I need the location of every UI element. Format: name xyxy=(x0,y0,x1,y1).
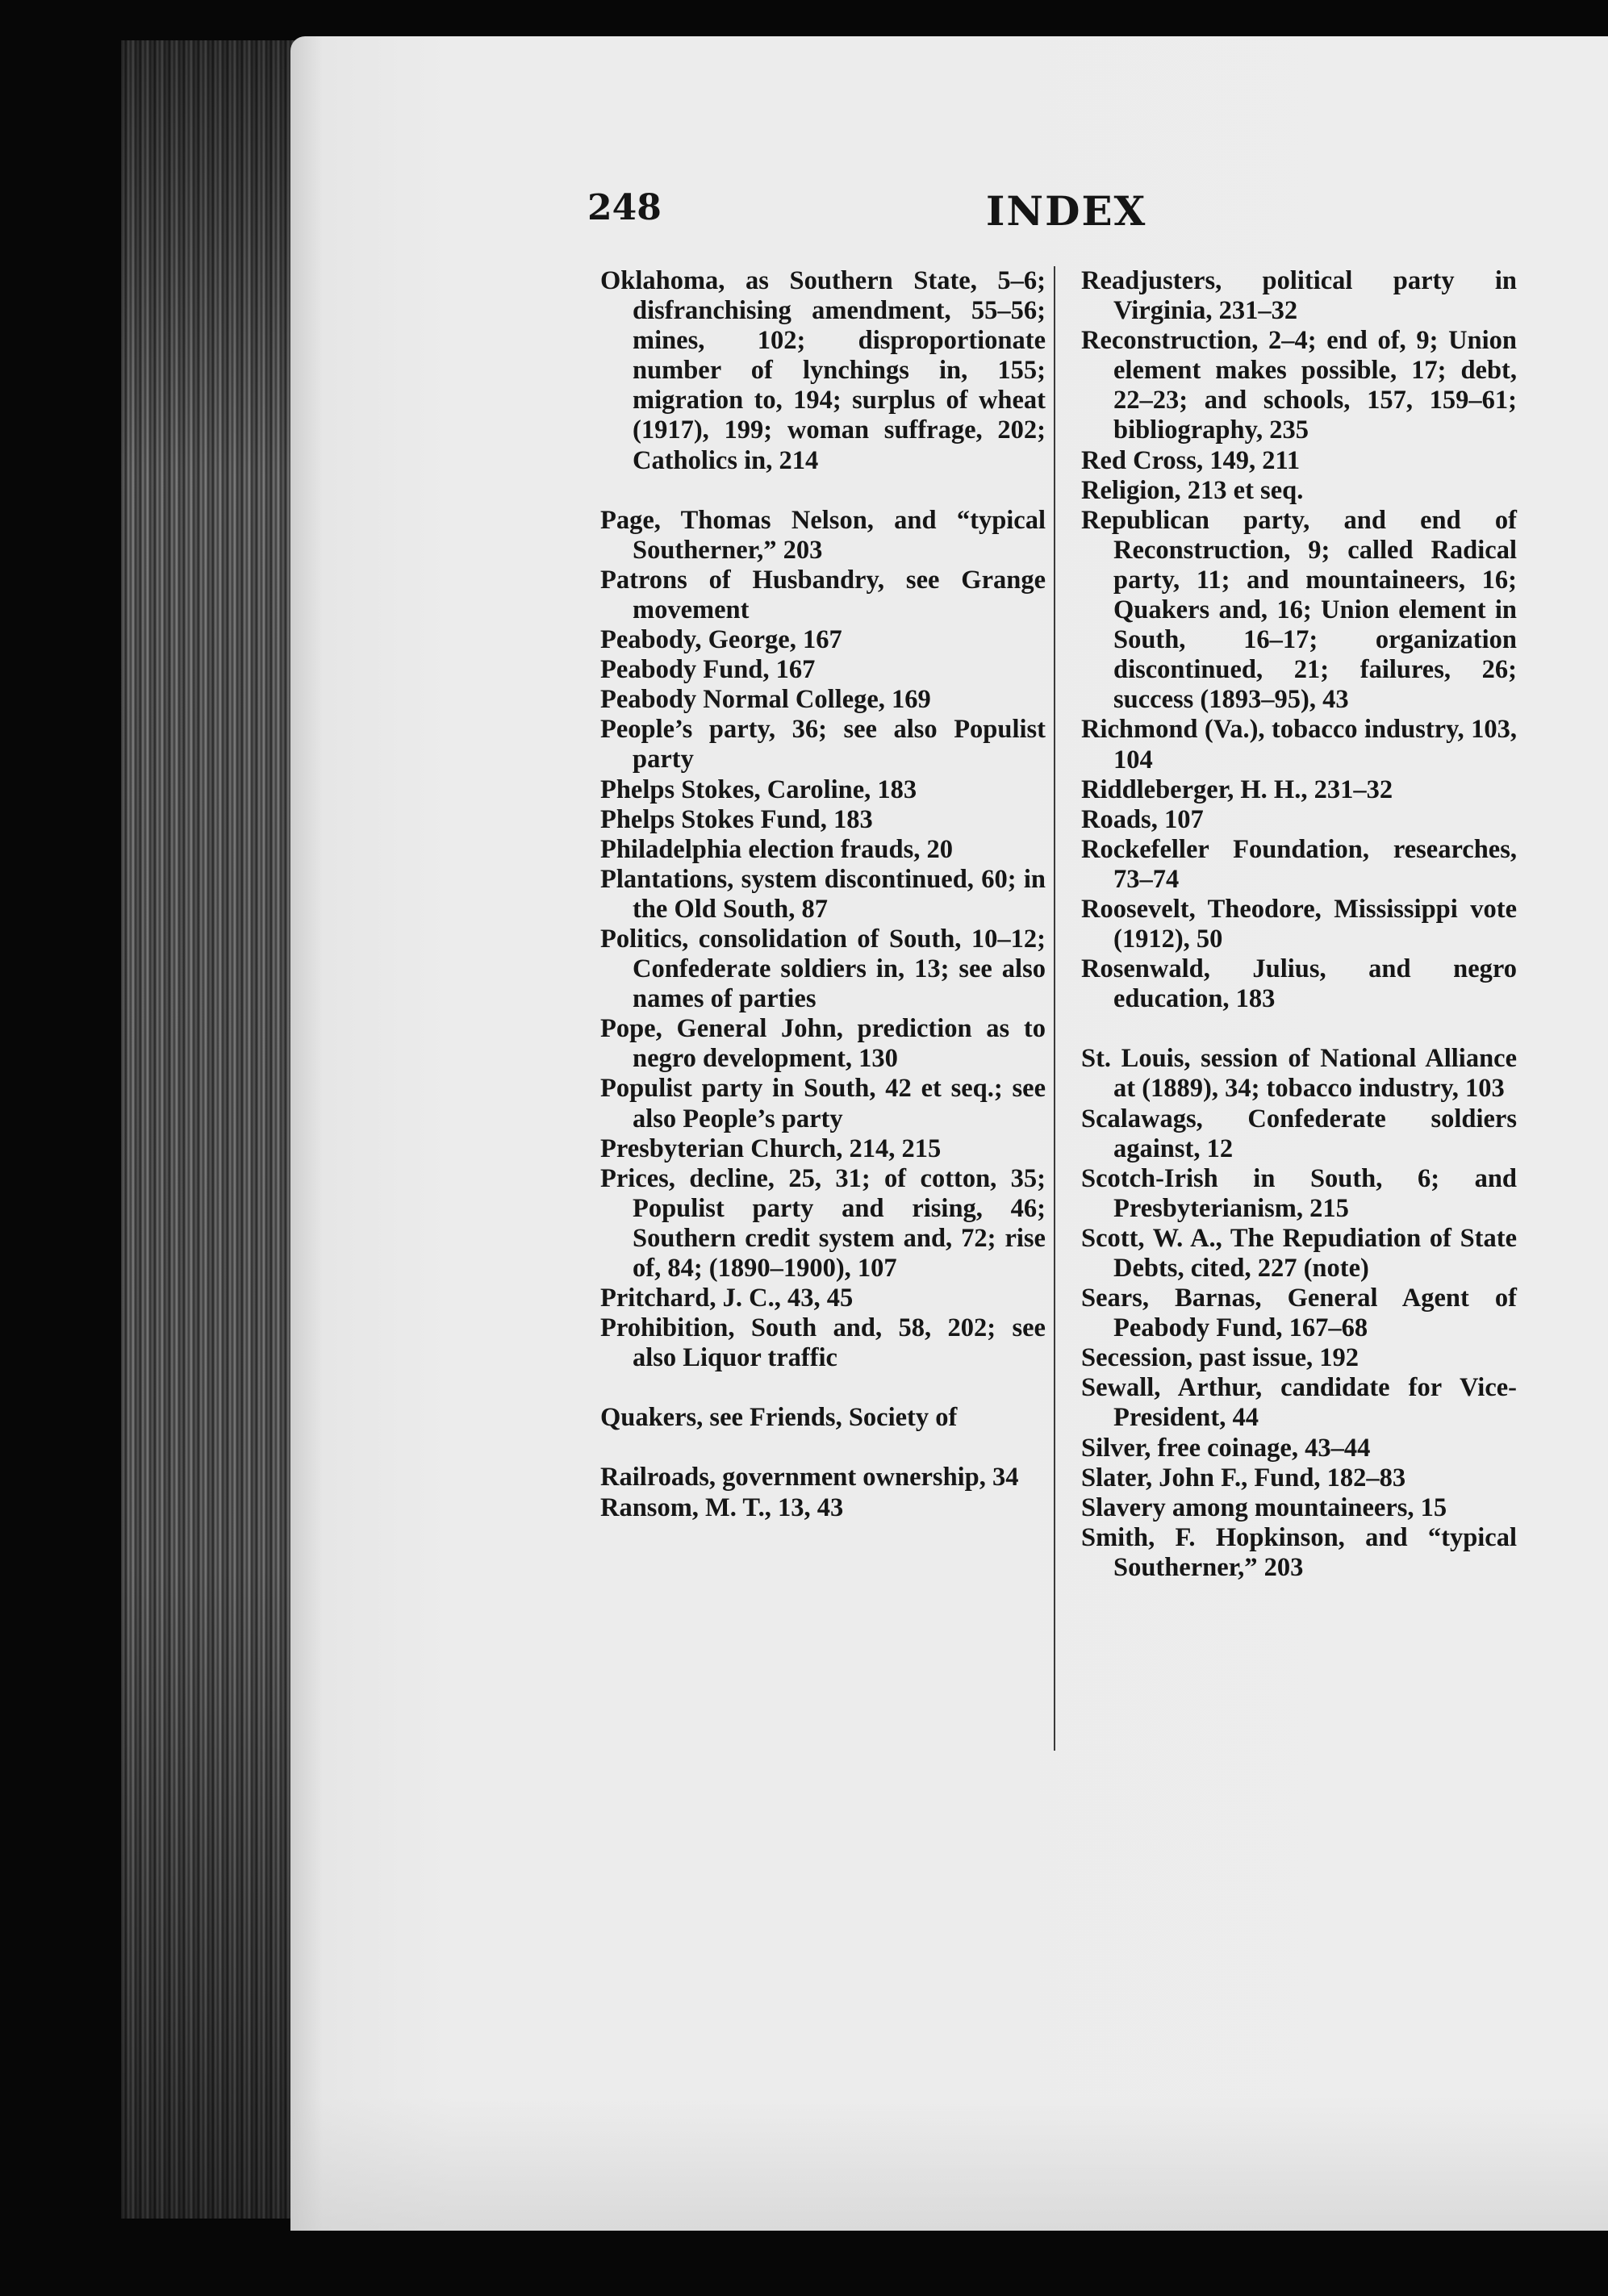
index-entry: Scotch-Irish in South, 6; and Presbyterianism, 215 xyxy=(1081,1163,1517,1223)
index-entry: Republican party, and end of Reconstruction, 9; called Radical party, 11; and mountaineers, 16; Quakers and, 16; Union element in South, 16–17; organization discontinued, 21; failures, 26; success (1893–95), 43 xyxy=(1081,505,1517,715)
entry-gap xyxy=(600,1433,1046,1463)
index-entry: Politics, consolidation of South, 10–12; Confederate soldiers in, 13; see also names of parties xyxy=(600,924,1046,1014)
page-title: INDEX xyxy=(986,187,1147,235)
index-entry: Reconstruction, 2–4; end of, 9; Union element makes possible, 17; debt, 22–23; and schools, 157, 159–61; bibliography, 235 xyxy=(1081,326,1517,445)
index-entry: Red Cross, 149, 211 xyxy=(1081,445,1301,475)
index-entry: People’s party, 36; see also Populist party xyxy=(600,715,1046,774)
index-entry: Page, Thomas Nelson, and “typical Southerner,” 203 xyxy=(600,505,1046,565)
index-entry: Plantations, system discontinued, 60; in the Old South, 87 xyxy=(600,864,1046,924)
index-entry: Pritchard, J. C., 43, 45 xyxy=(600,1284,854,1313)
index-entry: Slavery among mountaineers, 15 xyxy=(1081,1492,1447,1522)
index-entry: Scott, W. A., The Repudiation of State Debts, cited, 227 (note) xyxy=(1081,1223,1517,1283)
index-entry: Sears, Barnas, General Agent of Peabody Fund, 167–68 xyxy=(1081,1284,1517,1343)
index-entry: Smith, F. Hopkinson, and “typical Southerner,” 203 xyxy=(1081,1522,1517,1582)
index-entry: Peabody Normal College, 169 xyxy=(600,685,931,715)
entry-gap xyxy=(600,476,1046,506)
index-entry: Prices, decline, 25, 31; of cotton, 35; Populist party and rising, 46; Southern credit system and, 72; rise of, 84; (1890–1900), 107 xyxy=(600,1163,1046,1283)
index-entry: Ransom, M. T., 13, 43 xyxy=(600,1492,844,1522)
index-entry: Phelps Stokes, Caroline, 183 xyxy=(600,774,917,804)
index-entry: Readjusters, political party in Virginia, 231–32 xyxy=(1081,266,1517,326)
index-entry: Pope, General John, prediction as to negro development, 130 xyxy=(600,1014,1046,1074)
page-number: 248 xyxy=(587,187,662,228)
page-bottom-shade xyxy=(290,2098,1608,2231)
entry-gap xyxy=(600,1373,1046,1403)
index-entry: Prohibition, South and, 58, 202; see also Liquor traffic xyxy=(600,1313,1046,1373)
index-entry: Roads, 107 xyxy=(1081,804,1204,834)
index-entry: Quakers, see Friends, Society of xyxy=(600,1403,958,1433)
index-entry: Secession, past issue, 192 xyxy=(1081,1343,1359,1373)
entry-gap xyxy=(1081,1014,1517,1044)
index-entry: Oklahoma, as Southern State, 5–6; disfranchising amendment, 55–56; mines, 102; disproportionate number of lynchings in, 155; migration to, 194; surplus of wheat (1917), 199; woman suffrage, 202; Catholics in, 214 xyxy=(600,266,1046,475)
index-entry: Railroads, government ownership, 34 xyxy=(600,1463,1019,1492)
page-edge-shadow xyxy=(121,40,315,2219)
index-entry: Peabody Fund, 167 xyxy=(600,655,816,685)
index-entry: Sewall, Arthur, candidate for Vice-President, 44 xyxy=(1081,1373,1517,1433)
index-entry: Richmond (Va.), tobacco industry, 103, 104 xyxy=(1081,715,1517,774)
index-entry: Presbyterian Church, 214, 215 xyxy=(600,1133,942,1163)
index-column-right xyxy=(1081,266,1517,1583)
index-entry: Silver, free coinage, 43–44 xyxy=(1081,1433,1371,1463)
index-entry: Religion, 213 et seq. xyxy=(1081,475,1304,505)
index-entry: Slater, John F., Fund, 182–83 xyxy=(1081,1463,1406,1492)
index-entry: Populist party in South, 42 et seq.; see also People’s party xyxy=(600,1074,1046,1133)
index-entry: Rosenwald, Julius, and negro education, 183 xyxy=(1081,954,1517,1014)
index-entry: Phelps Stokes Fund, 183 xyxy=(600,804,873,834)
index-entry: St. Louis, session of National Alliance at (1889), 34; tobacco industry, 103 xyxy=(1081,1044,1517,1104)
index-entry: Scalawags, Confederate soldiers against, 12 xyxy=(1081,1104,1517,1163)
column-divider xyxy=(1054,266,1055,1751)
index-entry: Philadelphia election frauds, 20 xyxy=(600,834,953,864)
index-entry: Patrons of Husbandry, see Grange movement xyxy=(600,565,1046,624)
index-entry: Peabody, George, 167 xyxy=(600,625,842,655)
index-column-left xyxy=(600,266,1046,1523)
index-entry: Roosevelt, Theodore, Mississippi vote (1912), 50 xyxy=(1081,894,1517,954)
index-entry: Rockefeller Foundation, researches, 73–74 xyxy=(1081,834,1517,894)
index-entry: Riddleberger, H. H., 231–32 xyxy=(1081,774,1393,804)
